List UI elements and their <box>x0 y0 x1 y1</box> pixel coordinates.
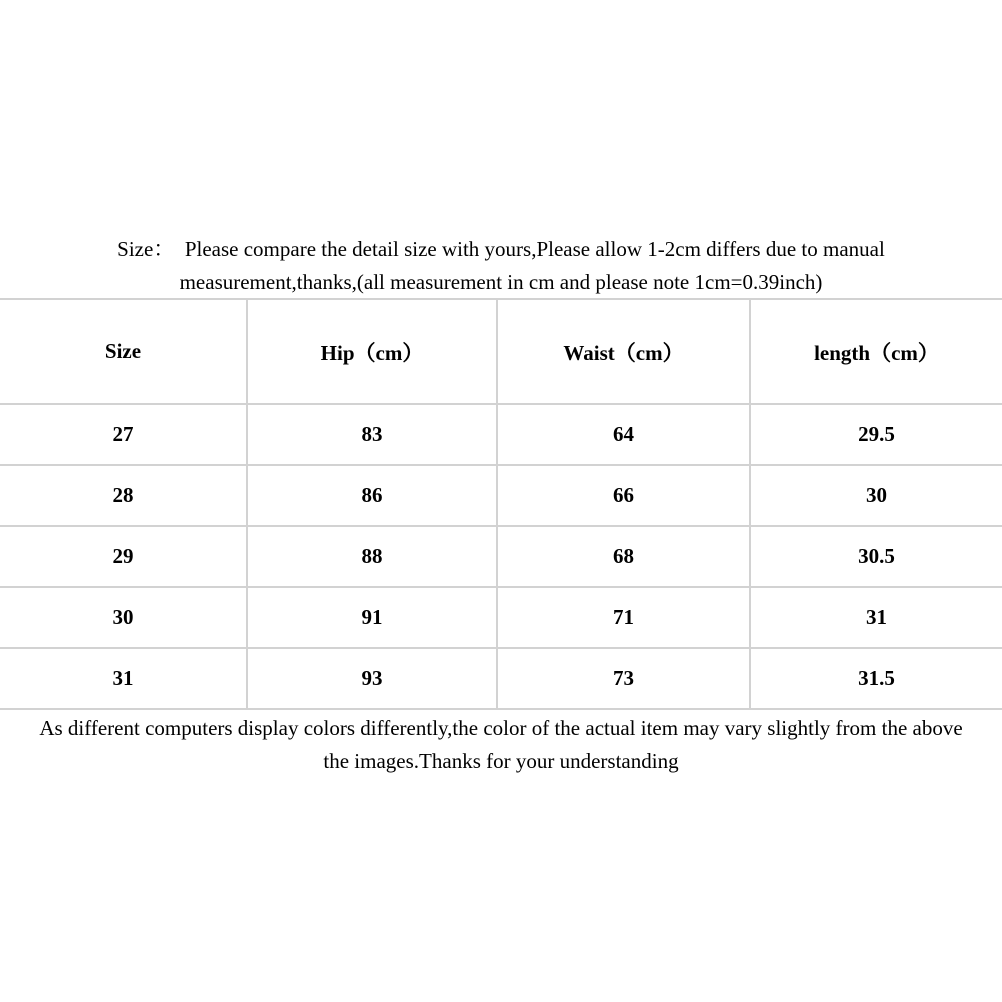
table-cell: 30.5 <box>750 526 1002 587</box>
table-cell: 27 <box>0 404 247 465</box>
table-cell: 88 <box>247 526 497 587</box>
table-cell: 29 <box>0 526 247 587</box>
table-cell: 31 <box>750 587 1002 648</box>
table-cell: 93 <box>247 648 497 709</box>
table-cell: 64 <box>497 404 750 465</box>
table-row <box>0 465 1002 526</box>
table-cell: 31.5 <box>750 648 1002 709</box>
size-note-line-2: measurement,thanks,(all measurement in cm and please note 1cm=0.39inch) <box>179 270 823 294</box>
table-cell: 91 <box>247 587 497 648</box>
table-cell: 66 <box>497 465 750 526</box>
table-cell: 68 <box>497 526 750 587</box>
table-row <box>0 404 1002 465</box>
size-note <box>0 233 1002 299</box>
table-row <box>0 587 1002 648</box>
column-header-waist: Waist（cm） <box>497 299 750 404</box>
table-row <box>0 648 1002 709</box>
table-cell: 71 <box>497 587 750 648</box>
size-note-line-1: Size： Please compare the detail size with yours,Please allow 1-2cm differs due to manual <box>117 237 885 261</box>
color-disclaimer-line-1: As different computers display colors differently,the color of the actual item may vary slightly from the above <box>39 716 963 740</box>
column-header-hip: Hip（cm） <box>247 299 497 404</box>
table-cell: 73 <box>497 648 750 709</box>
table-cell: 30 <box>0 587 247 648</box>
table-cell: 30 <box>750 465 1002 526</box>
column-header-size: Size <box>0 299 247 404</box>
table-cell: 31 <box>0 648 247 709</box>
color-disclaimer-line-2: the images.Thanks for your understanding <box>323 749 679 773</box>
size-table <box>0 298 1002 710</box>
table-cell: 83 <box>247 404 497 465</box>
size-table-header-row <box>0 299 1002 404</box>
table-cell: 29.5 <box>750 404 1002 465</box>
table-row <box>0 526 1002 587</box>
color-disclaimer <box>0 712 1002 778</box>
table-cell: 86 <box>247 465 497 526</box>
column-header-length: length（cm） <box>750 299 1002 404</box>
table-cell: 28 <box>0 465 247 526</box>
